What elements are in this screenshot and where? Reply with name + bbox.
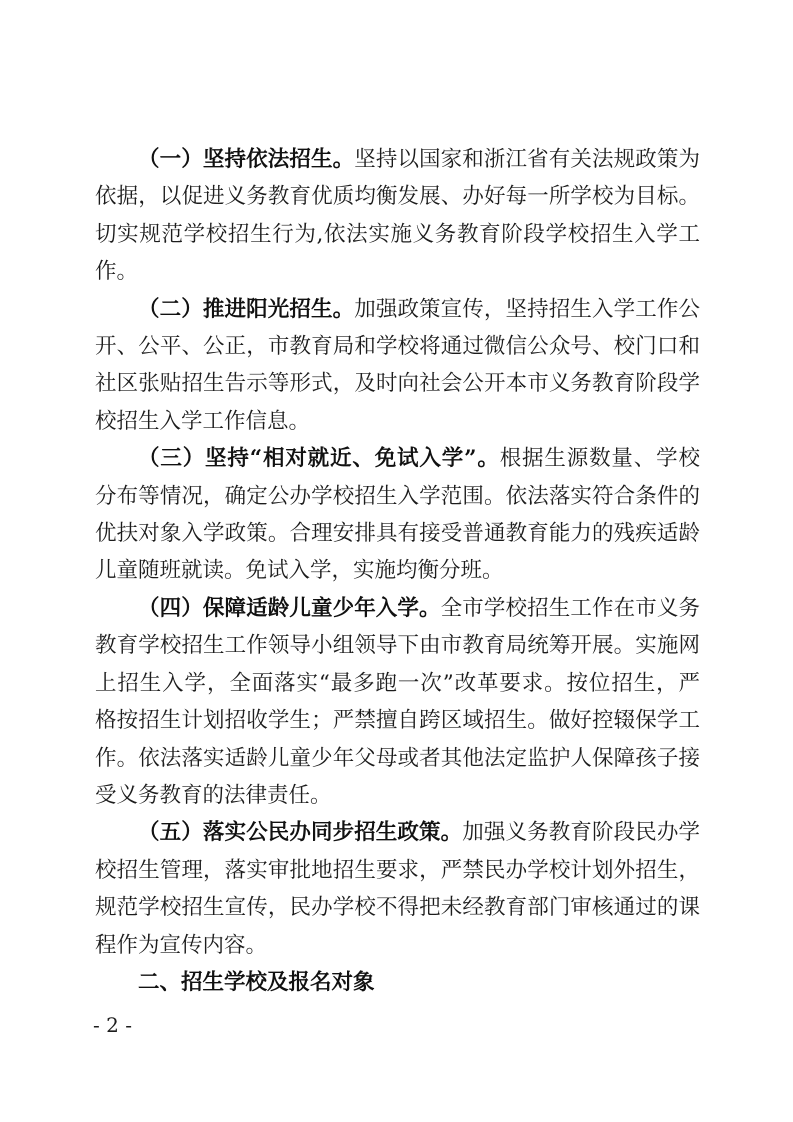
- document-body: [95, 141, 700, 1001]
- text-line: 程作为宣传内容。: [95, 932, 268, 958]
- paragraph-1: [95, 141, 700, 291]
- text-line: 规范学校招生宣传，民办学校不得把未经教育部门审核通过的课: [95, 895, 700, 921]
- paragraph-4: [95, 590, 700, 814]
- text-line: 分布等情况，确定公办学校招生入学范围。依法落实符合条件的: [95, 483, 700, 509]
- paragraph-lead: （三）坚持“相对就近、免试入学”。: [138, 446, 500, 472]
- paragraph-lead: （五）落实公民办同步招生政策。: [138, 820, 463, 846]
- text-line: 作。依法落实适龄儿童少年父母或者其他法定监护人保障孩子接: [95, 745, 700, 771]
- text-line: [95, 590, 700, 627]
- text-line: [95, 291, 700, 328]
- paragraph-lead: （一）坚持依法招生。: [138, 147, 355, 172]
- line-text: 加强义务教育阶段民办学: [462, 820, 700, 846]
- line-text: 根据生源数量、学校: [499, 446, 700, 472]
- section-heading: 二、招生学校及报名对象: [138, 969, 375, 995]
- text-line: [95, 440, 700, 477]
- text-line: 依据，以促进义务教育优质均衡发展、办好每一所学校为目标。: [95, 184, 700, 210]
- text-line: 社区张贴招生告示等形式，及时向社会公开本市义务教育阶段学: [95, 371, 700, 397]
- text-line: 开、公平、公正，市教育局和学校将通过微信公众号、校门口和: [95, 334, 700, 360]
- paragraph-lead: （二）推进阳光招生。: [138, 296, 355, 322]
- text-line: 教育学校招生工作领导小组领导下由市教育局统筹开展。实施网: [95, 633, 700, 659]
- text-line: 格按招生计划招收学生；严禁擅自跨区域招生。做好控辍保学工: [95, 708, 700, 734]
- text-line: 校招生入学工作信息。: [95, 408, 311, 434]
- text-line: 作。: [95, 259, 139, 285]
- text-line: 儿童随班就读。免试入学，实施均衡分班。: [95, 558, 504, 584]
- line-text: 全市学校招生工作在市义务: [440, 595, 700, 621]
- paragraph-lead: （四）保障适龄儿童少年入学。: [138, 595, 441, 621]
- page-number: - 2 -: [93, 1013, 132, 1037]
- paragraph-3: [95, 440, 700, 590]
- text-line: 校招生管理，落实审批地招生要求，严禁民办学校计划外招生，: [95, 857, 700, 883]
- text-line: [95, 141, 700, 178]
- text-line: 受义务教育的法律责任。: [95, 782, 332, 808]
- text-line: [95, 814, 700, 851]
- paragraph-5: [95, 814, 700, 964]
- paragraph-2: [95, 291, 700, 441]
- text-line: 切实规范学校招生行为,依法实施义务教育阶段学校招生入学工: [95, 221, 700, 247]
- line-text: 坚持以国家和浙江省有关法规政策为: [354, 147, 700, 172]
- line-text: 加强政策宣传，坚持招生入学工作公: [354, 296, 700, 322]
- text-line: 优扶对象入学政策。合理安排具有接受普通教育能力的残疾适龄: [95, 521, 700, 547]
- text-line: 上招生入学，全面落实“最多跑一次”改革要求。按位招生，严: [95, 670, 700, 696]
